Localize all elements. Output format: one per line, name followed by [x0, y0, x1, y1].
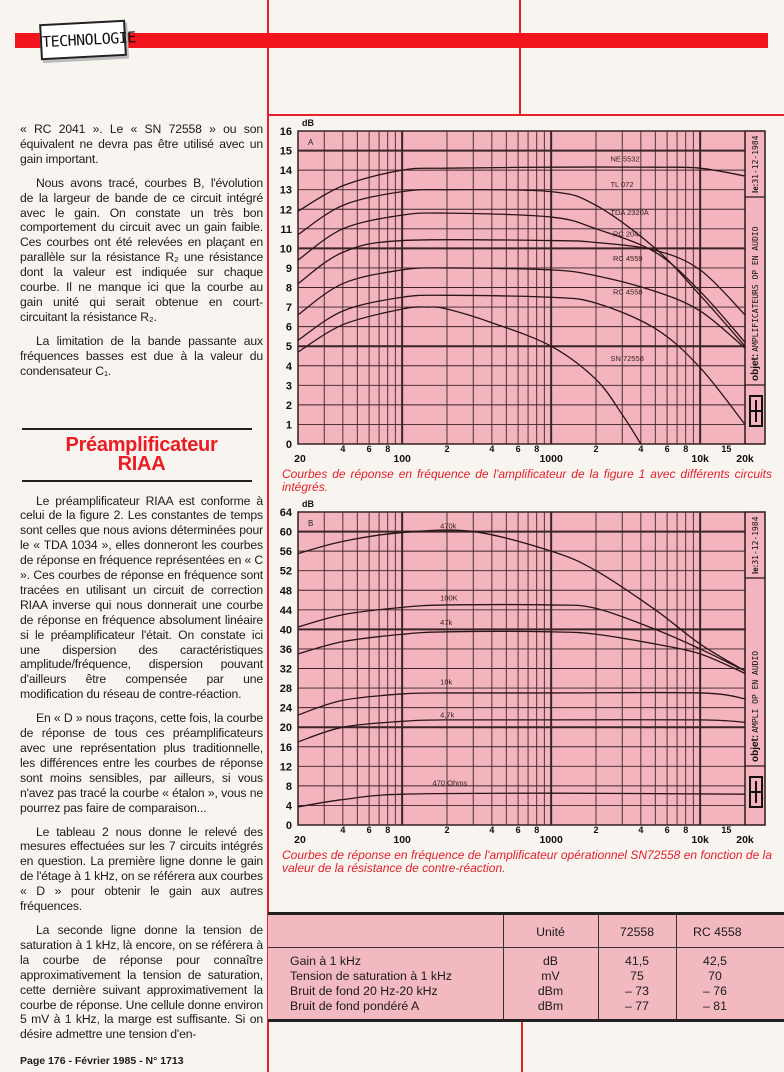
y-tick-label: 28	[279, 683, 292, 696]
paragraph: La limitation de la bande passante aux fréquences basses est due à la valeur du condensateur C₁.	[20, 333, 263, 378]
x-tick-label: 2	[593, 444, 599, 454]
y-tick-label: 4	[285, 360, 292, 373]
section-heading-line: Préamplificateur	[65, 433, 218, 456]
x-tick-label: 4	[489, 444, 495, 454]
side-date-label: le:	[751, 183, 760, 193]
y-tick-label: 8	[285, 282, 292, 295]
x-tick-label: 4	[638, 825, 644, 835]
y-tick-label: 16	[279, 741, 292, 754]
page-footer: Page 176 - Février 1985 - N° 1713	[20, 1055, 184, 1068]
side-date-value: 31-12-1984	[751, 135, 760, 184]
x-tick-label: 20	[294, 834, 306, 846]
table-cell: 70	[708, 969, 722, 983]
series-label: 10k	[440, 677, 453, 687]
y-tick-label: 12	[279, 761, 292, 774]
panel-letter: A	[308, 138, 314, 147]
table-cell: dBm	[537, 984, 564, 998]
series-label: 47k	[440, 618, 453, 628]
series-label: 100K	[440, 593, 458, 603]
x-tick-label: 4	[340, 825, 346, 835]
y-tick-label: 8	[285, 780, 292, 793]
series-label: 4,7k	[440, 710, 455, 720]
x-tick-label: 20	[294, 453, 306, 465]
series-label: 470k	[440, 521, 457, 531]
side-date	[751, 135, 760, 193]
y-tick-label: 11	[280, 223, 292, 236]
frame-line-middle-bottom	[521, 1017, 523, 1072]
y-tick-label: 48	[279, 585, 292, 598]
chart-a-caption: Courbes de réponse en fréquence de l'amplificateur de la figure 1 avec différents circuits intégrés.	[282, 467, 772, 494]
x-tick-label: 2	[444, 825, 450, 835]
y-tick-label: 7	[285, 302, 292, 315]
paragraph: Le préamplificateur RIAA est conforme à celui de la figure 2. Les constantes de temps sont celles que nous avions déterminées pour le « TDA 1034 », elles donneront les courbes de réponse en fréquence représentées en « C ». Ces courbes de réponse en fréquence sont tracées en utilisant un circuit de correction RIAA inverse qui nous donnerait une courbe de réponse en fréquence absolument linéaire si le préamplificateur l'était. On constate ici une dispersion des caractéristiques amplitude/fréquence, dispersion pouvant d'ailleurs être compensée par une modification du réseau de contre-réaction.	[20, 493, 263, 702]
y-tick-label: 2	[285, 399, 292, 412]
y-axis-label: dB	[302, 499, 314, 509]
panel-letter: B	[308, 519, 314, 528]
paragraph: En « D » nous traçons, cette fois, la courbe de réponse de tous ces préamplificateurs avec une représentation plus traditionnelle, les différences entre les courbes de réponse sont moins sensibles, par ailleurs, si vous n'avez pas tracé la courbe « étalon », vous ne pourrez pas faire de comparaison...	[20, 711, 263, 815]
paragraph: Nous avons tracé, courbes B, l'évolution de la largeur de bande de ce circuit intégré avec le gain. On constate un très bon comportement du circuit avec un gain faible. Ces courbes ont été relevées en plaçant en parallèle sur la résistance R₂ une résistance dont la valeur est indiquée sur chaque courbe. Il ne manque ici que la courbe au gain unité qui serait obtenue en court-circuitant la résistance R₂.	[20, 175, 263, 324]
x-tick-label: 8	[683, 444, 689, 454]
side-date-value: 31-12-1984	[751, 516, 760, 565]
y-tick-label: 32	[279, 663, 292, 676]
y-tick-label: 3	[285, 380, 292, 393]
y-tick-label: 6	[285, 321, 292, 334]
table-cell: – 76	[703, 984, 727, 998]
y-tick-label: 12	[279, 204, 292, 217]
x-tick-label: 10k	[691, 834, 709, 846]
series-label: RC 2041	[612, 229, 643, 239]
series-label: RC 4558	[612, 287, 643, 297]
y-tick-label: 15	[279, 145, 292, 158]
y-tick-label: 44	[279, 604, 292, 617]
series-label: RC 4559	[612, 254, 643, 264]
x-tick-label: 100	[393, 834, 411, 846]
chart-a	[268, 115, 784, 465]
y-tick-label: 1	[285, 419, 292, 432]
side-object-value: AMPLIFICATEURS OP EN AUDIO	[751, 226, 760, 352]
y-tick-label: 14	[279, 165, 292, 178]
series-label: 470 Ohms	[432, 778, 468, 788]
paragraph: Le tableau 2 nous donne le relevé des mesures effectuées sur les 7 circuits intégrés en question. La première ligne donne le gain de l'étage à 1 kHz, on se référera aux courbes « D » pour obtenir le gain aux autres fréquences.	[20, 824, 263, 914]
x-tick-label: 8	[385, 825, 391, 835]
x-tick-label: 1000	[539, 453, 563, 465]
y-tick-label: 16	[279, 126, 292, 138]
y-tick-label: 20	[279, 722, 292, 735]
table-cell: 75	[630, 969, 644, 983]
x-tick-label: 15	[721, 444, 732, 454]
heading-rule-bottom	[22, 480, 252, 482]
table-row-label: Tension de saturation à 1 kHz	[290, 969, 453, 983]
section-heading-line: RIAA	[117, 452, 166, 475]
x-tick-label: 6	[664, 825, 670, 835]
article-column	[20, 122, 263, 1067]
table-row-label: Gain à 1 kHz	[290, 954, 362, 968]
y-tick-label: 0	[285, 439, 292, 451]
side-object-value: AMPLI OP EN AUDIO	[751, 650, 760, 733]
series-label: TDA 2320A	[610, 208, 649, 218]
x-tick-label: 20k	[736, 453, 754, 465]
y-tick-label: 64	[279, 507, 292, 519]
paragraph: « RC 2041 ». Le « SN 72558 » ou son équivalent ne devra pas être utilisé avec un gain important.	[20, 122, 263, 166]
x-tick-label: 1000	[539, 834, 563, 846]
y-tick-label: 40	[279, 624, 292, 637]
x-tick-label: 6	[366, 825, 372, 835]
chart-b-caption: Courbes de réponse en fréquence de l'amplificateur opérationnel SN72558 en fonction de la valeur de la résistance de contre-réaction.	[282, 848, 772, 875]
y-tick-label: 60	[279, 526, 292, 539]
side-date-label: le:	[751, 564, 760, 574]
y-tick-label: 9	[285, 262, 292, 275]
side-object	[750, 651, 761, 762]
table-cell: – 77	[625, 999, 649, 1013]
y-tick-label: 0	[285, 820, 292, 832]
x-tick-label: 8	[534, 825, 540, 835]
table-cell: 41,5	[625, 954, 649, 968]
frame-line-middle	[519, 0, 521, 115]
x-tick-label: 6	[664, 444, 670, 454]
table-row-label: Bruit de fond 20 Hz-20 kHz	[290, 984, 438, 998]
y-tick-label: 56	[279, 546, 292, 559]
series-label: SN 72558	[610, 353, 644, 363]
x-tick-label: 2	[593, 825, 599, 835]
table-header-divider	[268, 947, 784, 948]
x-tick-label: 2	[444, 444, 450, 454]
table-cell: dBm	[537, 999, 564, 1013]
x-tick-label: 6	[515, 444, 521, 454]
y-tick-label: 52	[279, 565, 292, 578]
table-cell: – 73	[625, 984, 649, 998]
table-header-rc4558: RC 4558	[693, 925, 742, 939]
x-tick-label: 4	[489, 825, 495, 835]
table-header-72558: 72558	[619, 925, 655, 939]
x-tick-label: 10k	[691, 453, 709, 465]
x-tick-label: 20k	[736, 834, 754, 846]
x-tick-label: 8	[534, 444, 540, 454]
x-tick-label: 8	[683, 825, 689, 835]
x-tick-label: 6	[366, 444, 372, 454]
table-header-unit: Unité	[536, 925, 565, 939]
table-cell: – 81	[703, 999, 727, 1013]
side-date	[751, 516, 760, 574]
y-tick-label: 36	[279, 643, 292, 656]
x-tick-label: 8	[385, 444, 391, 454]
x-tick-label: 100	[393, 453, 411, 465]
y-tick-label: 4	[285, 800, 292, 813]
y-tick-label: 5	[285, 341, 292, 354]
table-row-label: Bruit de fond pondéré A	[290, 999, 420, 1013]
side-object-label: objet:	[750, 353, 761, 381]
table-cell: dB	[542, 954, 559, 968]
y-tick-label: 10	[279, 243, 292, 256]
y-tick-label: 13	[279, 184, 292, 197]
section-heading	[20, 430, 263, 480]
paragraph: La seconde ligne donne la tension de saturation à 1 kHz, là encore, on se référera à la courbe de réponse pour connaître approximativement la tension de saturation, cette dernière suivant approximativement la courbe de réponse. Une cellule donne environ 5 mV à 1 kHz, la marge est suffisante. Si on désire admettre une tension d'en-	[20, 922, 263, 1042]
section-label: TECHNOLOGIE	[39, 20, 127, 60]
series-label: NE 5532	[610, 154, 640, 164]
y-tick-label: 24	[279, 702, 292, 715]
x-tick-label: 4	[340, 444, 346, 454]
series-label: TL 072	[610, 179, 634, 189]
side-object	[750, 226, 761, 381]
table-cell: mV	[541, 969, 560, 983]
measurements-table	[268, 912, 784, 1022]
section-heading-block	[20, 428, 263, 482]
table-cell: 42,5	[703, 954, 727, 968]
y-axis-label: dB	[302, 118, 314, 128]
chart-b	[268, 496, 784, 846]
x-tick-label: 15	[721, 825, 732, 835]
x-tick-label: 6	[515, 825, 521, 835]
side-object-label: objet:	[750, 734, 761, 762]
x-tick-label: 4	[638, 444, 644, 454]
